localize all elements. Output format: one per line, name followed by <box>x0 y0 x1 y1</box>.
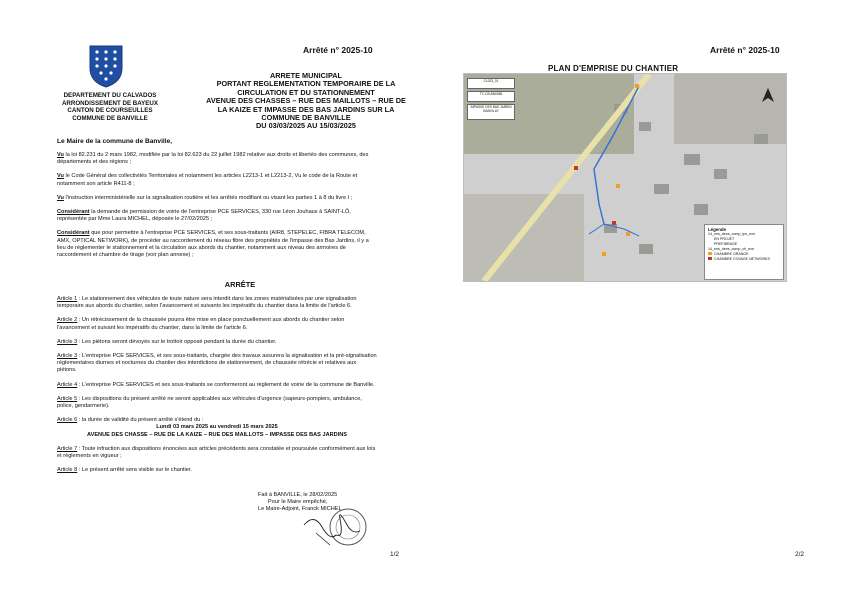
article-text: : L'entreprise PCE SERVICES et ses sous-traitants se conformeront au règlement de voirie de la commune de Banville. <box>77 381 375 388</box>
visa-lead: Vu <box>57 152 64 158</box>
legend-item: 14_ens_dens_comp_tpx_exe <box>708 232 755 236</box>
header-line: DEPARTEMENT DU CALVADOS <box>63 92 157 99</box>
visa-lead: Vu <box>57 173 64 180</box>
article-text: : Les dispositions du présent arrêté ne seront applicables aux véhicules d'urgence (sapeurs-pompiers, ambulance, police, gendarmerie). <box>57 395 362 410</box>
map-label-box: IMPASSE DES BAS JARDIN BANVILLE <box>467 104 515 120</box>
signature-line: Pour le Maire empêché, <box>268 499 328 506</box>
legend-item <box>708 257 780 262</box>
header-line: COMMUNE DE BANVILLE <box>72 114 148 122</box>
article6-dates: Lundi 03 mars 2025 au vendredi 15 mars 2025 <box>156 424 278 431</box>
title-line: AVENUE DES CHASSES – RUE DES MAILLOTS – RUE DE <box>206 96 406 106</box>
visa-lead: Vu <box>57 194 64 201</box>
maire-line: Le Maire de la commune de Banville, <box>57 138 173 145</box>
article-text: : Le présent arrêté sera visible sur le chantier. <box>77 467 192 474</box>
visa-text: que pour permettre à l'entreprise PCE SERVICES, et ses sous-traitants (AIR8, STEPELEC, FIBRA TELECOM, AMX, OPTICAL NETWORK), de procéder au raccordement du réseau fibre des propriétés de l'impasse des Bas Jardins, il y a lieu de réglementer le stationnement et la circulation aux abords du chantier, notamment aux niveau des armoires de raccordement et chambre de tirage (voir plan annexe) ; <box>57 230 369 259</box>
article-paragraph <box>57 339 377 346</box>
title-line: ARRETE MUNICIPAL <box>269 71 343 80</box>
legend-item-label: CHAMBRE ORANGE <box>714 252 749 256</box>
visa-text: la loi 82.231 du 2 mars 1982, modifiée par la loi 82.623 du 22 juillet 1982 relative aux droits et libertés des communes, des départements et des régions ; <box>57 152 369 166</box>
legend-title: Légende <box>708 227 727 232</box>
title-line: CIRCULATION ET DU STATIONNEMENT <box>237 87 375 97</box>
article-text: : L'entreprise PCE SERVICES, et ses sous-traitants, chargée des travaux assurera la signalisation et la pré-signalisation réglementaires diurnes et nocturnes du chantier des interdictions de stationnement, de chaussée rétrécie et relatives aux piétons. <box>57 353 377 374</box>
article-text: : Toute infraction aux dispositions énoncées aux articles précédents sera constatée et poursuivie conformément aux lois et règlements en vigueur ; <box>57 445 376 460</box>
document-title <box>196 72 416 131</box>
page-number: 1/2 <box>390 551 400 558</box>
visas-block <box>57 152 377 266</box>
article-text: : la durée de validité du présent arrêté s'étend du : <box>77 417 204 424</box>
article-paragraph <box>57 467 377 474</box>
article-label: Article 2 <box>57 317 78 324</box>
article-text: : Le stationnement des véhicules de toute nature sera interdit dans les zones matérialisées par une signalisation temporaire aux abords du chantier, selon l'avancement et suivants les impératifs du chantier dans la limite de l'article 6. <box>57 296 357 310</box>
map-label-box: CL023_01 <box>467 78 515 89</box>
legend-item: PREFIBRAGE <box>714 242 738 246</box>
header-line: CANTON DE COURSEULLES <box>67 107 153 115</box>
article-label: Article 8 <box>57 467 78 474</box>
legend-item: EN PROJET <box>714 237 735 241</box>
visa-paragraph <box>57 152 377 166</box>
title-line: LA KAIZE ET IMPASSE DES BAS JARDINS SUR LA <box>217 104 395 114</box>
title-line: COMMUNE DE BANVILLE <box>261 113 351 123</box>
legend-item-label: CHAMBRE COVAGE NETWORKS <box>714 257 770 261</box>
article-label: Article 6 <box>57 417 78 424</box>
visa-lead: Considérant <box>57 209 90 216</box>
article-label: Article 1 <box>57 296 78 302</box>
visa-text: la demande de permission de voirie de l'entreprise PCE SERVICES, 330 rue Léon Jouhaux à SAINT-LÔ, représentée par Mme Laura MICHEL, déposée le 27/02/2025 ; <box>57 209 351 223</box>
article-label: Article 7 <box>57 445 78 452</box>
article-text: : Les piétons seront dévoyés sur le trottoir opposé pendant la durée du chantier. <box>77 338 277 345</box>
arrete-heading: ARRÊTE <box>224 280 256 289</box>
article-label: Article 3 <box>57 353 78 360</box>
article-paragraph <box>57 353 377 375</box>
map-legend <box>704 224 784 280</box>
administrative-header <box>55 92 165 122</box>
legend-item: 14_ens_dens_comp_ch_exe <box>708 247 754 251</box>
article-paragraph <box>57 396 377 410</box>
visa-paragraph <box>57 173 377 187</box>
article-paragraph <box>57 417 377 424</box>
article-label: Article 4 <box>57 381 78 388</box>
header-line: ARRONDISSEMENT DE BAYEUX <box>61 99 159 107</box>
article-paragraph <box>57 446 377 460</box>
visa-lead: Considérant <box>57 230 90 237</box>
covage-swatch <box>708 257 712 260</box>
article-paragraph <box>57 382 377 389</box>
article-label: Article 5 <box>57 395 78 402</box>
visa-text: l'instruction interministérielle sur la signalisation routière et les arrêtés modifiant ou visant les parties 1 à 8 du livre I ; <box>63 194 353 201</box>
title-line: DU 03/03/2025 AU 15/03/2025 <box>256 121 356 131</box>
commune-crest-logo <box>88 44 124 88</box>
article-paragraph <box>57 317 377 331</box>
visa-paragraph <box>57 230 377 259</box>
arrete-number: Arrêté n° 2025-10 <box>303 45 373 55</box>
arrete-number-page2: Arrêté n° 2025-10 <box>710 45 780 55</box>
title-line: PORTANT REGLEMENTATION TEMPORAIRE DE LA <box>216 79 396 89</box>
map-label-box: TC-CB-BN0058 <box>467 91 515 102</box>
article-label: Article 3 <box>57 338 78 345</box>
plan-title: PLAN D'EMPRISE DU CHANTIER <box>548 64 679 73</box>
site-map <box>463 73 787 282</box>
page-number-page2: 2/2 <box>795 551 805 558</box>
article-paragraph <box>57 296 377 310</box>
visa-paragraph <box>57 209 377 223</box>
signature-line: Le Maire-Adjoint, Franck MICHEL <box>258 506 342 513</box>
visa-text: le Code Général des collectivités Territoriales et notamment les articles L2213-1 et L2213-2, Vu le code de la Route et notamment son article R411-8 ; <box>57 173 358 187</box>
orange-swatch <box>708 252 712 255</box>
articles-block <box>57 296 377 481</box>
signature-line: Fait à BANVILLE, le 28/02/2025 <box>258 492 338 498</box>
official-stamp <box>300 505 370 551</box>
article6-streets: AVENUE DES CHASSE – RUE DE LA KAIZE – RUE DES MAILLOTS – IMPASSE DES BAS JARDINS <box>86 431 348 438</box>
article-text: : Un rétrécissement de la chaussée pourra être mise en place ponctuellement aux abords du chantier selon l'avancement et suivant les impératifs du chantier, dans la limite de l'article 6. <box>57 317 345 331</box>
visa-paragraph <box>57 195 377 202</box>
